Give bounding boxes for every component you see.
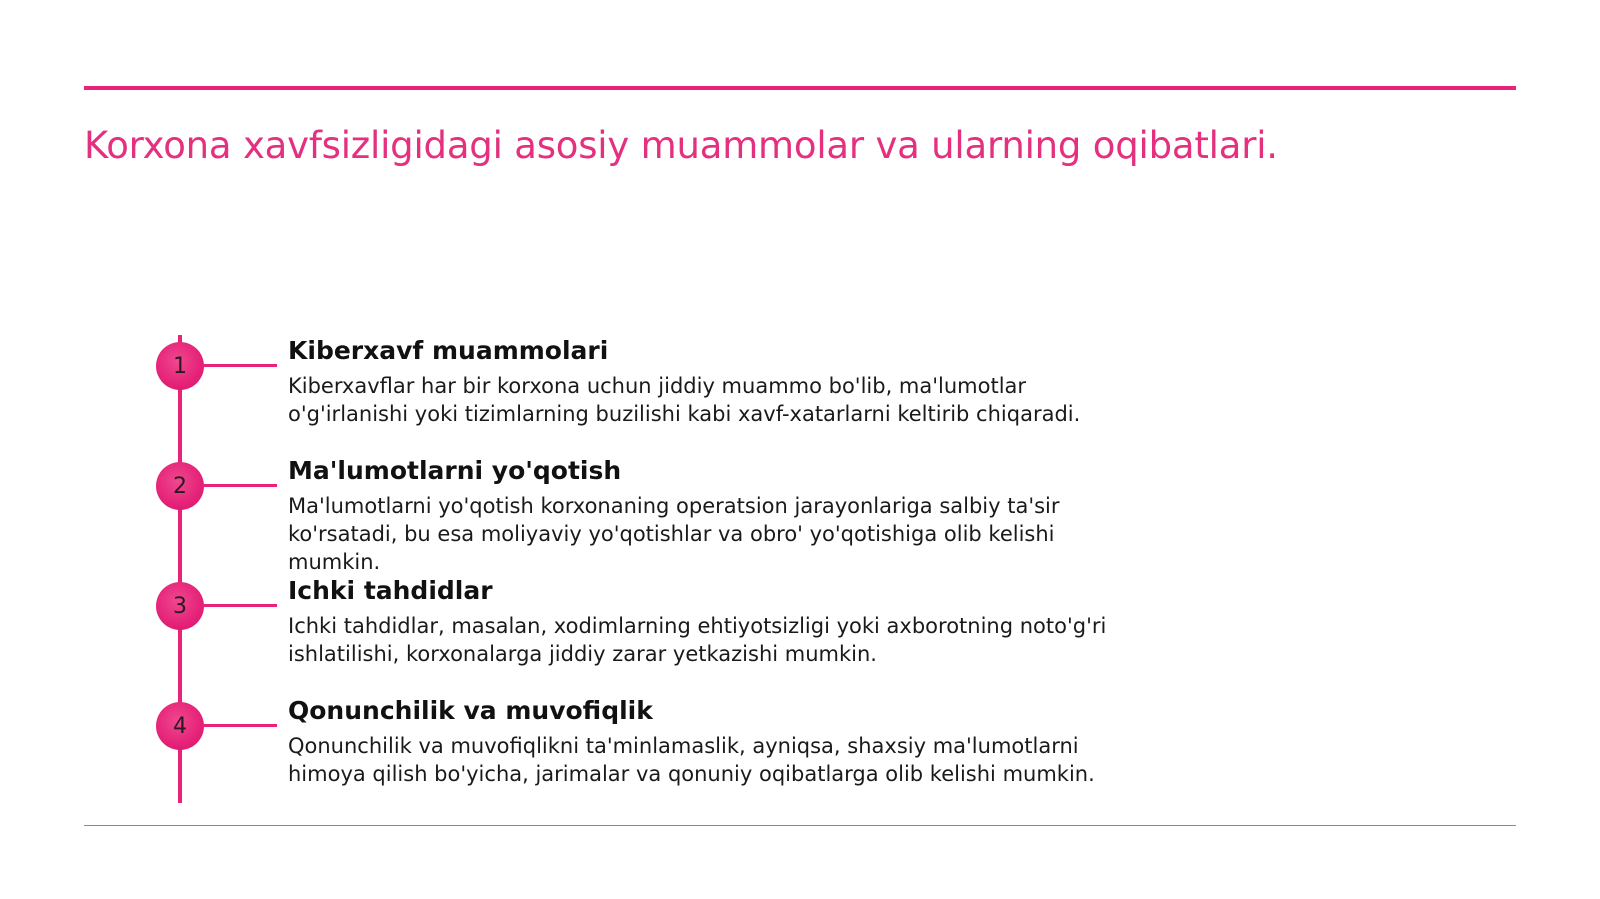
item-title: Qonunchilik va muvofiqlik: [288, 696, 653, 725]
item-text: Kiberxavflar har bir korxona uchun jiddiy muammo bo'lib, ma'lumotlar o'g'irlanishi yoki tizimlarning buzilishi kabi xavf-xatarlarni keltirib chiqaradi.: [288, 374, 1081, 426]
item-text: Ma'lumotlarni yo'qotish korxonaning operatsion jarayonlariga salbiy ta'sir ko'rsatadi, bu esa moliyaviy yo'qotishlar va obro' yo'qotishiga olib kelishi mumkin.: [288, 494, 1060, 574]
bottom-rule: [84, 825, 1516, 826]
top-accent-rule: [84, 86, 1516, 90]
timeline-item-4: [0, 690, 1600, 810]
timeline-item-1: [0, 330, 1600, 450]
timeline-marker-3: [156, 582, 204, 630]
item-title: Ma'lumotlarni yo'qotish: [288, 456, 622, 485]
marker-number: 3: [173, 593, 187, 619]
marker-number: 4: [173, 713, 187, 739]
timeline-item-2: [0, 450, 1600, 574]
slide-title: Korxona xavfsizligidagi asosiy muammolar va ularning oqibatlari.: [84, 124, 1278, 167]
timeline-marker-1: [156, 342, 204, 390]
timeline-connector-4: [204, 724, 277, 727]
item-title: Kiberxavf muammolari: [288, 336, 609, 365]
item-text: Ichki tahdidlar, masalan, xodimlarning ehtiyotsizligi yoki axborotning noto'g'ri ishlatilishi, korxonalarga jiddiy zarar yetkazishi mumkin.: [288, 614, 1107, 666]
marker-number: 2: [173, 473, 187, 499]
timeline-item-3: [0, 570, 1600, 690]
timeline-connector-1: [204, 364, 277, 367]
item-text: Qonunchilik va muvofiqlikni ta'minlamaslik, ayniqsa, shaxsiy ma'lumotlarni himoya qilish bo'yicha, jarimalar va qonuniy oqibatlarga olib kelishi mumkin.: [288, 734, 1095, 786]
timeline-connector-2: [204, 484, 277, 487]
marker-number: 1: [173, 353, 187, 379]
timeline-marker-2: [156, 462, 204, 510]
item-title: Ichki tahdidlar: [288, 576, 493, 605]
timeline-connector-3: [204, 604, 277, 607]
timeline-marker-4: [156, 702, 204, 750]
